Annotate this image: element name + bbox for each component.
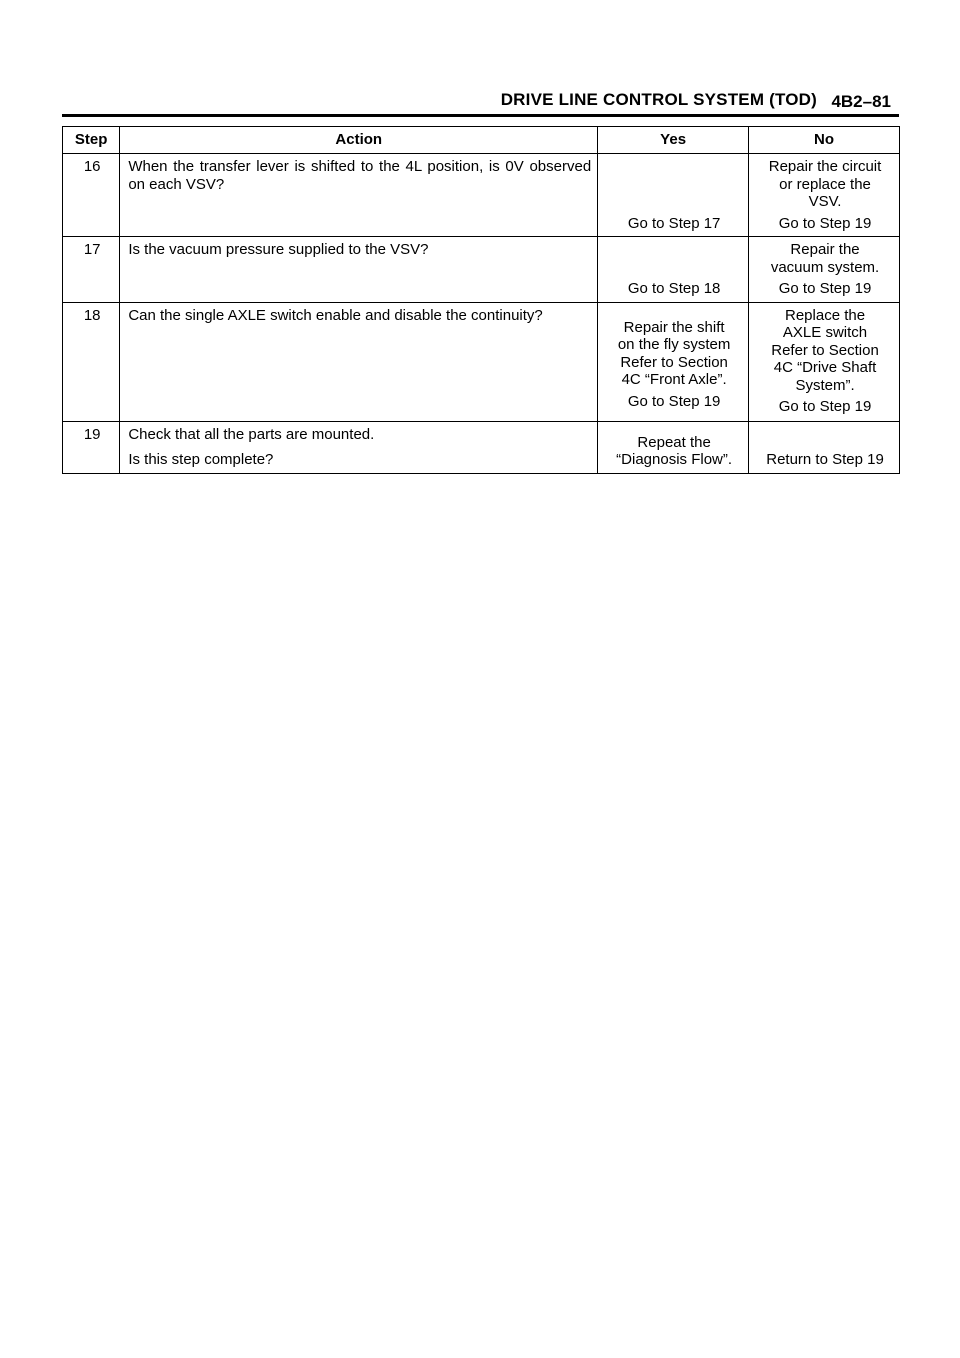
page-header — [62, 88, 897, 112]
action-cell — [120, 421, 598, 473]
action-text: Is the vacuum pressure supplied to the VSV? — [128, 241, 429, 258]
action-cell — [120, 154, 598, 237]
no-note-line: Replace the — [785, 306, 866, 324]
no-note-line: vacuum system. — [770, 258, 880, 276]
no-note-line: VSV. — [808, 193, 842, 210]
no-note-line: Repair the — [790, 241, 860, 258]
yes-note — [606, 319, 742, 389]
diagnosis-table — [62, 126, 900, 474]
yes-result: “Diagnosis Flow”. — [616, 451, 733, 468]
action-text: Check that all the parts are mounted. — [128, 425, 375, 443]
no-note-line: 4C “Drive Shaft — [773, 359, 877, 376]
action-text: When the transfer lever is shifted to the 4L position, is 0V observed on each VSV? — [128, 158, 592, 193]
action-text: Can the single AXLE switch enable and disable the continuity? — [128, 306, 543, 324]
yes-note-line: Refer to Section — [620, 353, 728, 371]
no-result: Go to Step 19 — [778, 214, 872, 232]
page-number: 4B2–81 — [831, 92, 891, 111]
step-number: 18 — [63, 302, 120, 421]
action-text: Is this step complete? — [128, 451, 274, 468]
section-title: DRIVE LINE CONTROL SYSTEM (TOD) — [500, 90, 817, 109]
step-number: 16 — [63, 154, 120, 237]
no-cell — [749, 154, 900, 237]
no-cell — [749, 237, 900, 303]
no-result: Go to Step 19 — [778, 280, 872, 297]
no-note — [757, 158, 893, 211]
no-note-line: or replace the — [779, 175, 871, 193]
yes-result: Go to Step 19 — [627, 392, 721, 410]
table-row — [63, 154, 900, 237]
table-row — [63, 237, 900, 303]
action-cell — [120, 302, 598, 421]
yes-result: Go to Step 18 — [627, 280, 721, 297]
yes-cell — [598, 154, 749, 237]
table-header-row — [63, 127, 900, 154]
action-cell — [120, 237, 598, 303]
no-note-line: System”. — [795, 376, 855, 394]
no-cell — [749, 421, 900, 473]
column-header-action: Action — [120, 127, 598, 154]
table-row — [63, 421, 900, 473]
yes-cell — [598, 302, 749, 421]
no-result: Return to Step 19 — [766, 450, 884, 468]
no-note-line: AXLE switch — [782, 324, 868, 341]
yes-cell — [598, 237, 749, 303]
no-cell — [749, 302, 900, 421]
yes-note-line: on the fly system — [617, 336, 731, 353]
step-number: 17 — [63, 237, 120, 303]
step-number: 19 — [63, 421, 120, 473]
column-header-no: No — [749, 127, 900, 154]
no-note-line: Refer to Section — [771, 341, 879, 359]
no-result: Go to Step 19 — [778, 398, 872, 415]
no-note — [757, 241, 893, 276]
header-rule — [62, 114, 899, 117]
yes-note-line: Repair the shift — [623, 318, 725, 336]
no-note — [757, 307, 893, 395]
table-row — [63, 302, 900, 421]
no-note-line: Repair the circuit — [768, 158, 882, 175]
yes-note-line: 4C “Front Axle”. — [621, 371, 727, 388]
yes-result: Repeat the — [637, 433, 711, 451]
yes-result: Go to Step 17 — [627, 214, 721, 232]
column-header-step: Step — [63, 127, 120, 154]
yes-cell — [598, 421, 749, 473]
column-header-yes: Yes — [598, 127, 749, 154]
